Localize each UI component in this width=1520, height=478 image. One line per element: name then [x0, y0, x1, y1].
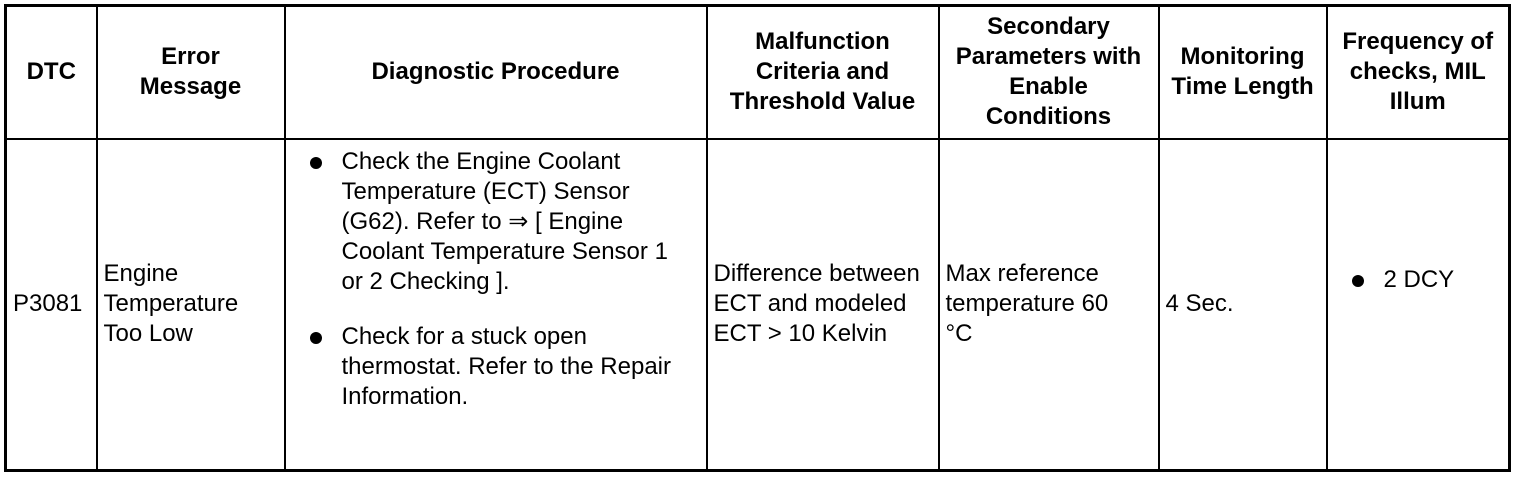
header-frequency: Frequency of checks, MIL Illum	[1327, 6, 1510, 139]
cell-frequency	[1327, 139, 1510, 471]
header-diagnostic-procedure: Diagnostic Procedure	[285, 6, 707, 139]
cell-secondary-parameters: Max reference temperature 60 °C	[939, 139, 1159, 471]
table-row	[6, 139, 1510, 471]
frequency-list	[1334, 265, 1499, 295]
diagnostic-step-text: Check for a stuck open thermostat. Refer to the Repair Information.	[341, 322, 671, 410]
table-header-row	[6, 6, 1510, 139]
header-dtc: DTC	[6, 6, 97, 139]
diagnostic-step	[292, 147, 685, 297]
frequency-item-text: 2 DCY	[1383, 265, 1455, 293]
cell-dtc: P3081	[6, 139, 97, 471]
header-secondary-parameters: Secondary Parameters with Enable Conditions	[939, 6, 1159, 139]
frequency-item	[1334, 265, 1499, 295]
header-error-message: Error Message	[97, 6, 285, 139]
bullet-icon	[310, 332, 322, 344]
diagnostic-steps-list	[292, 147, 685, 412]
bullet-icon	[310, 157, 322, 169]
cell-diagnostic-procedure	[285, 139, 707, 471]
header-monitoring-time: Monitoring Time Length	[1159, 6, 1327, 139]
cell-monitoring-time: 4 Sec.	[1159, 139, 1327, 471]
dtc-table	[4, 4, 1511, 472]
diagnostic-step-text: Check the Engine Coolant Temperature (ECT) Sensor (G62). Refer to ⇒ [ Engine Coolant Temperature Sensor 1 or 2 Checking ].	[341, 147, 668, 295]
bullet-icon	[1352, 275, 1364, 287]
header-malfunction-criteria: Malfunction Criteria and Threshold Value	[707, 6, 939, 139]
diagnostic-step	[292, 322, 685, 412]
cell-malfunction-criteria: Difference between ECT and modeled ECT > 10 Kelvin	[707, 139, 939, 471]
cell-error-message: Engine Temperature Too Low	[97, 139, 285, 471]
